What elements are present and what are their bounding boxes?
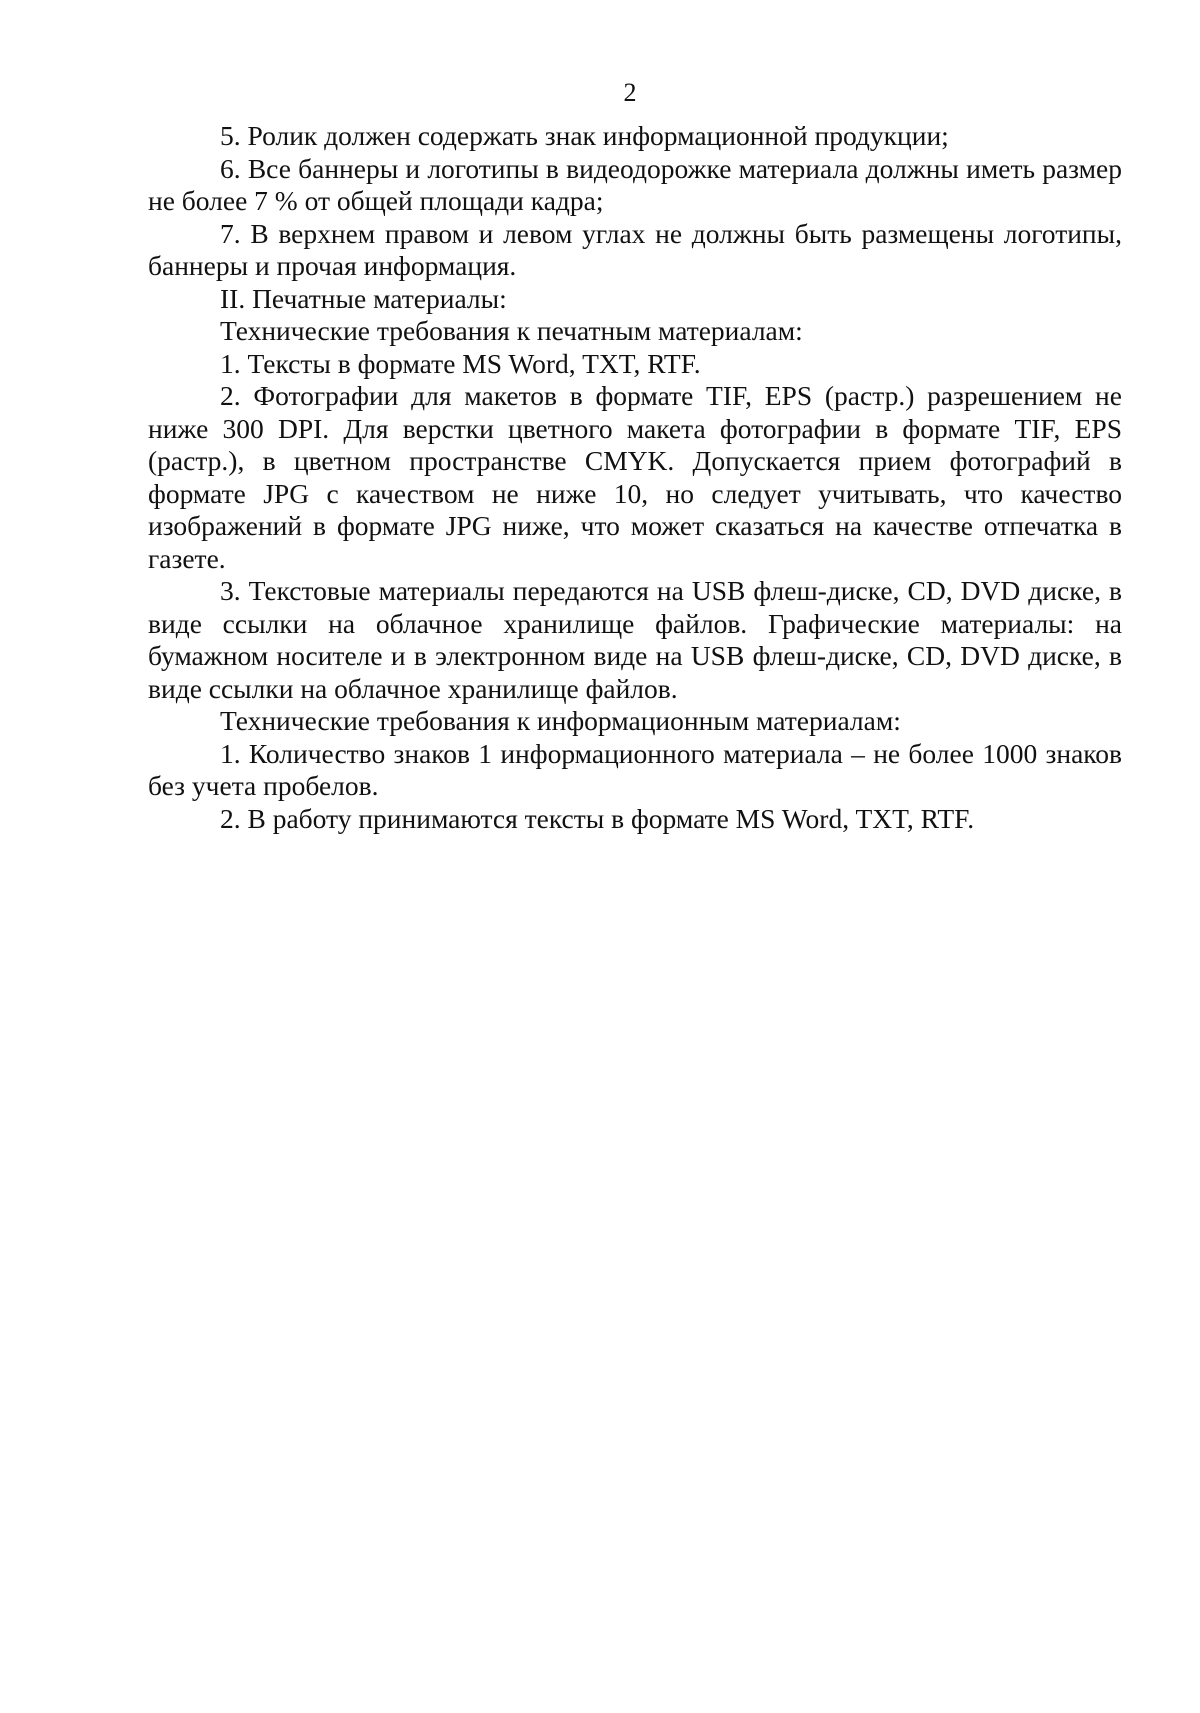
section-heading-printed-materials: II. Печатные материалы: (220, 282, 507, 314)
subheading-info-requirements: Технические требования к информационным материалам: (220, 705, 901, 736)
paragraph-info-item-1: 1. Количество знаков 1 информационного материала – не более 1000 знаков без учета пробелов. (148, 737, 1122, 801)
paragraph-item-6: 6. Все баннеры и логотипы в видеодорожке материала должны иметь размер не более 7 % от общей площади кадра; (148, 152, 1122, 216)
paragraph-info-item-2: 2. В работу принимаются тексты в формате MS Word, TXT, RTF. (220, 802, 975, 834)
subheading-print-requirements: Технические требования к печатным материалам: (220, 315, 803, 346)
paragraph-item-7: 7. В верхнем правом и левом углах не должны быть размещены логотипы, баннеры и прочая информация. (148, 217, 1122, 281)
paragraph-print-item-3: 3. Текстовые материалы передаются на USB флеш-диске, CD, DVD диске, в виде ссылки на облачное хранилище файлов. Графические материалы: на бумажном носителе и в электронном виде на USB флеш-диске, CD, DVD диске, в виде ссылки на облачное хранилище файлов. (148, 575, 1122, 704)
page-number: 2 (623, 78, 637, 107)
paragraph-print-item-1: 1. Тексты в формате MS Word, TXT, RTF. (220, 347, 701, 379)
paragraph-item-5: 5. Ролик должен содержать знак информационной продукции; (220, 120, 949, 151)
paragraph-print-item-2: 2. Фотографии для макетов в формате TIF, EPS (растр.) разрешением не ниже 300 DPI. Для верстки цветного макета фотографии в формате TIF, EPS (растр.), в цветном пространстве CMYK. Допускается прием фотографий в формате JPG с качеством не ниже 10, но следует учитывать, что качество изображений в формате JPG ниже, что может сказаться на качестве отпечатка в газете. (148, 380, 1122, 574)
document-body (148, 120, 1122, 835)
